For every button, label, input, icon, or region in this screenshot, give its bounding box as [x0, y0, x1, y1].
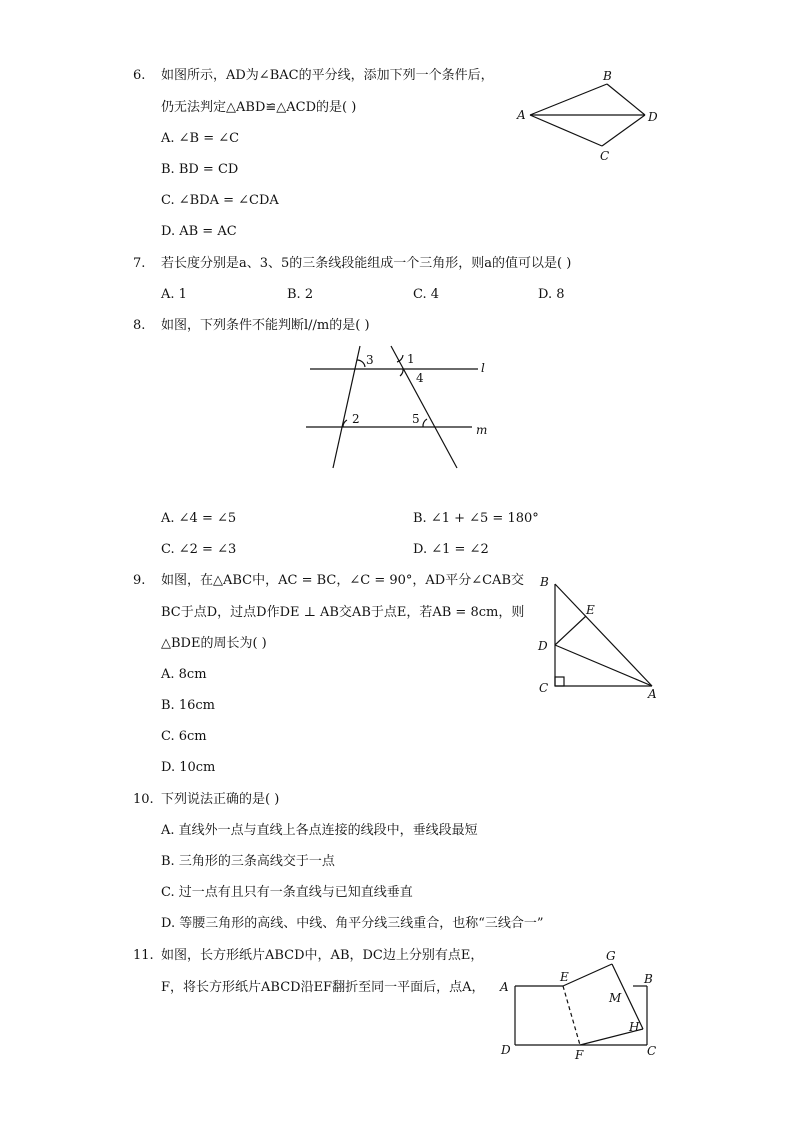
fig11-label-h: H	[629, 1020, 640, 1034]
fig9-label-a: A	[648, 687, 657, 701]
question-9-line-1: 如图，在△ABC中，AC = BC，∠C = 90°，AD平分∠CAB交	[161, 573, 524, 588]
question-8-option-d: D. ∠1 = ∠2	[413, 542, 489, 557]
fig8-label-m: m	[476, 423, 488, 437]
question-7-number: 7.	[133, 256, 146, 271]
question-8-line-1: 如图，下列条件不能判断l//m的是( )	[161, 318, 370, 333]
fig11-label-d: D	[501, 1043, 511, 1057]
question-6-number: 6.	[133, 68, 146, 83]
fig9-label-e: E	[586, 603, 595, 617]
question-6-figure	[510, 66, 670, 166]
question-9-figure	[530, 570, 670, 705]
question-6-option-a: A. ∠B = ∠C	[161, 131, 240, 146]
fig6-label-a: A	[517, 108, 526, 122]
question-10-option-b: B. 三角形的三条高线交于一点	[161, 854, 335, 869]
question-8-option-b: B. ∠1 + ∠5 = 180°	[413, 511, 539, 526]
fig6-label-d: D	[648, 110, 658, 124]
question-9-option-c: C. 6cm	[161, 729, 207, 744]
fig8-label-5: 5	[412, 412, 420, 426]
fig8-label-l: l	[481, 361, 485, 375]
fig11-label-m: M	[609, 991, 622, 1005]
question-9-line-2: BC于点D，过点D作DE ⊥ AB交AB于点E，若AB = 8cm，则	[161, 605, 525, 620]
question-10-option-a: A. 直线外一点与直线上各点连接的线段中，垂线段最短	[161, 823, 478, 838]
fig11-label-e: E	[560, 970, 569, 984]
question-10-number: 10.	[133, 792, 154, 807]
question-11-number: 11.	[133, 948, 154, 963]
question-11-line-2: F，将长方形纸片ABCD沿EF翻折至同一平面后，点A，	[161, 980, 485, 995]
question-9-line-3: △BDE的周长为( )	[161, 636, 267, 651]
question-7-option-a: A. 1	[161, 287, 187, 302]
question-9-option-b: B. 16cm	[161, 698, 215, 713]
question-8-option-a: A. ∠4 = ∠5	[161, 511, 237, 526]
question-10-option-d: D. 等腰三角形的高线、中线、角平分线三线重合，也称“三线合一”	[161, 916, 544, 931]
fig9-label-d: D	[538, 639, 548, 653]
question-9-number: 9.	[133, 573, 146, 588]
question-6-line-1: 如图所示，AD为∠BAC的平分线，添加下列一个条件后，	[161, 68, 494, 83]
fig6-label-c: C	[600, 149, 610, 163]
question-8-figure	[300, 340, 500, 475]
question-8-option-c: C. ∠2 = ∠3	[161, 542, 237, 557]
question-8-number: 8.	[133, 318, 146, 333]
fig11-label-g: G	[606, 949, 616, 963]
question-7-option-d: D. 8	[538, 287, 565, 302]
question-7-line-1: 若长度分别是a、3、5的三条线段能组成一个三角形，则a的值可以是( )	[161, 256, 572, 271]
question-9-option-d: D. 10cm	[161, 760, 216, 775]
fig11-label-b: B	[644, 972, 653, 986]
fig8-label-4: 4	[416, 371, 424, 385]
question-6-option-d: D. AB = AC	[161, 224, 237, 239]
question-7-option-b: B. 2	[287, 287, 314, 302]
question-6-line-2: 仍无法判定△ABD≌△ACD的是( )	[161, 100, 357, 115]
fig9-label-c: C	[539, 681, 549, 695]
question-10-line-1: 下列说法正确的是( )	[161, 792, 280, 807]
fig11-label-c: C	[647, 1044, 657, 1058]
question-6-option-b: B. BD = CD	[161, 162, 239, 177]
fig8-label-1: 1	[407, 352, 415, 366]
question-7-option-c: C. 4	[413, 287, 440, 302]
question-9-option-a: A. 8cm	[161, 667, 207, 682]
question-6-option-c: C. ∠BDA = ∠CDA	[161, 193, 279, 208]
question-11-line-1: 如图，长方形纸片ABCD中，AB，DC边上分别有点E，	[161, 948, 484, 963]
question-11-figure	[495, 945, 665, 1063]
fig8-label-3: 3	[366, 353, 374, 367]
fig9-label-b: B	[540, 575, 549, 589]
fig8-label-2: 2	[352, 412, 360, 426]
fig6-label-b: B	[603, 69, 612, 83]
fig11-label-f: F	[575, 1048, 584, 1062]
fig11-label-a: A	[500, 980, 509, 994]
question-10-option-c: C. 过一点有且只有一条直线与已知直线垂直	[161, 885, 413, 900]
